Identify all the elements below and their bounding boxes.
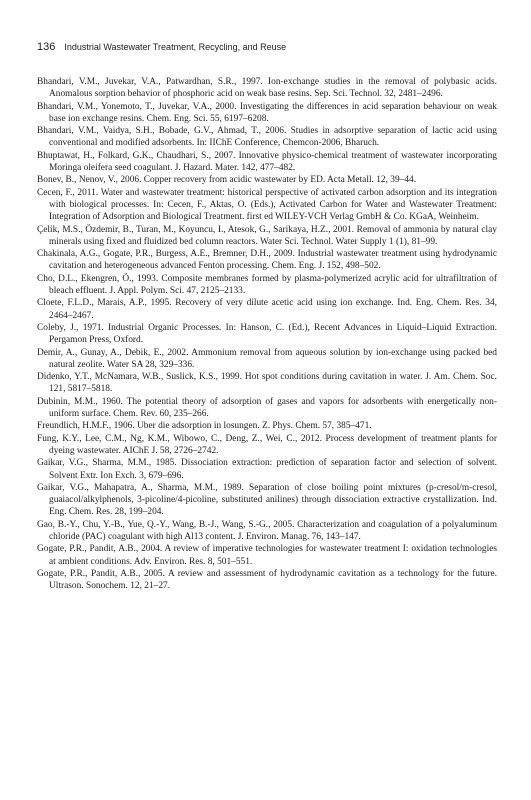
reference-entry: Bhandari, V.M., Vaidya, S.H., Bobade, G.V., Ahmad, T., 2006. Studies in adsorptive separation of lactic acid using conventional and modified adsorbents. In: IIChE Conference, Chemcon-2006, Bharuch.: [37, 126, 497, 149]
reference-entry: Coleby, J., 1971. Industrial Organic Processes. In: Hanson, C. (Ed.), Recent Advances in Liquid–Liquid Extraction. Pergamon Press, Oxford.: [37, 322, 497, 346]
reference-entry: Bhandari, V.M., Juvekar, V.A., Patwardhan, S.R., 1997. Ion-exchange studies in the removal of polybasic acids. Anomalous sorption behavior of phosphoric acid on weak base resins. Sep. Sci. Technol. 32, 2481–2496.: [37, 77, 497, 100]
running-header: [37, 39, 497, 55]
reference-entry: Gaikar, V.G., Sharma, M.M., 1985. Dissociation extraction: prediction of separation factor and selection of solvent. Solvent Extr. Ion Exch. 3, 679–696.: [37, 458, 497, 481]
reference-entry: Bonev, B., Nenov, V., 2006. Copper recovery from acidic wastewater by ED. Acta Metall. 12, 39–44.: [37, 175, 417, 186]
reference-entry: Chakinala, A.G., Gogate, P.R., Burgess, A.E., Bremner, D.H., 2009. Industrial wastewater treatment using hydrodynamic cavitation and heterogeneous advanced Fenton processing. Chem. Eng. J. 152, 498–502.: [37, 249, 497, 272]
page-number: 136: [37, 41, 56, 53]
running-title: Industrial Wastewater Treatment, Recycling, and Reuse: [64, 42, 287, 52]
reference-entry: Cloete, F.L.D., Marais, A.P., 1995. Recovery of very dilute acetic acid using ion exchange. Ind. Eng. Chem. Res. 34, 2464–2467.: [37, 298, 497, 321]
reference-entry: Freundlich, H.M.F., 1906. Uber die adsorption in losungen. Z. Phys. Chem. 57, 385–471.: [37, 421, 372, 432]
reference-list: [37, 76, 497, 592]
reference-entry: Fung, K.Y., Lee, C.M., Ng, K.M., Wibowo, C., Deng, Z., Wei, C., 2012. Process development of treatment plants for dyeing wastewater. AIChE J. 58, 2726–2742.: [37, 433, 497, 456]
reference-entry: Cho, D.L., Ekengren, Ö., 1993. Composite membranes formed by plasma-polymerized acrylic acid for ultrafiltration of bleach effluent. J. Appl. Polym. Sci. 47, 2125–2133.: [37, 273, 497, 297]
reference-entry: Çelik, M.S., Özdemir, B., Turan, M., Koyuncu, I., Atesok, G., Sarikaya, H.Z., 2001. Removal of ammonia by natural clay minerals using fixed and fluidized bed column reactors. Water Sci. Technol. Water Supply 1 (1), 81–99.: [37, 224, 497, 247]
reference-entry: Cecen, F., 2011. Water and wastewater treatment: historical perspective of activated carbon adsorption and its integration with biological processes. In: Cecen, F., Aktas, O. (Eds.), Activated Carbon for Water and Wastewater Treatment: Integration of Adsorption and Biological Treatment. first ed WILEY-VCH Verlag GmbH & Co. KGaA, Weinheim.: [37, 187, 497, 223]
reference-entry: Bhuptawat, H., Folkard, G.K., Chaudhari, S., 2007. Innovative physico-chemical treatment of wastewater incorporating Moringa oleifera seed coagulant. J. Hazard. Mater. 142, 477–482.: [37, 150, 497, 174]
reference-entry: Demir, A., Gunay, A., Debik, E., 2002. Ammonium removal from aqueous solution by ion-exchange using packed bed natural zeolite. Water SA 28, 329–336.: [37, 347, 497, 370]
reference-entry: Gao, B.-Y., Chu, Y.-B., Yue, Q.-Y., Wang, B.-J., Wang, S.-G., 2005. Characterization and coagulation of a polyaluminum chloride (PAC) coagulant with high Al13 content. J. Environ. Manag. 76, 143–147.: [37, 519, 497, 542]
reference-entry: Gogate, P.R., Pandit, A.B., 2005. A review and assessment of hydrodynamic cavitation as a technology for the future. Ultrason. Sonochem. 12, 21–27.: [37, 568, 497, 592]
reference-entry: Gaikar, V.G., Mahapatra, A., Sharma, M.M., 1989. Separation of close boiling point mixtures (p-cresol/m-cresol, guaiacol/alkylphenols, 3-picoline/4-picoline, substituted anilines) through dissociation extractive crystallization. Ind. Eng. Chem. Res. 28, 199–204.: [37, 482, 497, 518]
reference-entry: Gogate, P.R., Pandit, A.B., 2004. A review of imperative technologies for wastewater treatment I: oxidation technologies at ambient conditions. Adv. Environ. Res. 8, 501–551.: [37, 544, 497, 567]
reference-entry: Bhandari, V.M., Yonemoto, T., Juvekar, V.A., 2000. Investigating the differences in acid separation behaviour on weak base ion exchange resins. Chem. Eng. Sci. 55, 6197–6208.: [37, 101, 497, 124]
reference-entry: Didenko, Y.T., McNamara, W.B., Suslick, K.S., 1999. Hot spot conditions during cavitation in water. J. Am. Chem. Soc. 121, 5817–5818.: [37, 372, 497, 395]
reference-entry: Dubinin, M.M., 1960. The potential theory of adsorption of gases and vapors for adsorbents with energetically non-uniform surface. Chem. Rev. 60, 235–266.: [37, 396, 497, 420]
